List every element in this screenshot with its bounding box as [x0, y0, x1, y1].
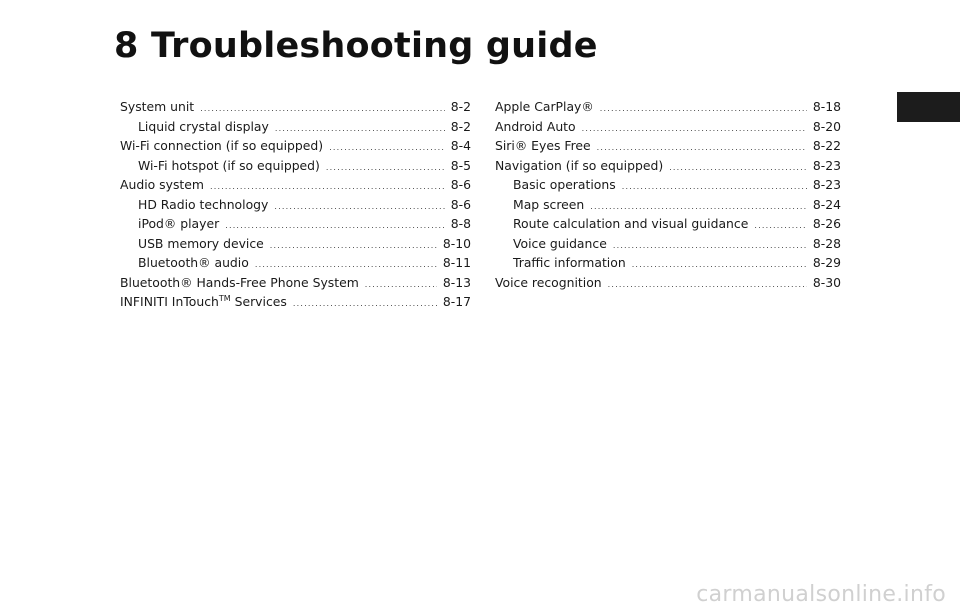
dot-leader	[329, 138, 445, 158]
toc-entry-label: Voice guidance	[513, 235, 607, 251]
toc-page-number: 8-28	[812, 235, 841, 251]
dot-leader	[582, 119, 807, 139]
toc-subentry[interactable]	[120, 253, 471, 273]
toc-subentry[interactable]	[495, 234, 841, 254]
toc-entry[interactable]	[120, 273, 471, 293]
chapter-title: 8 Troubleshooting guide	[114, 26, 598, 66]
dot-leader	[754, 216, 807, 236]
trademark-superscript: TM	[218, 293, 231, 303]
toc-page-number: 8-22	[812, 138, 841, 153]
watermark: carmanualsonline.info	[696, 582, 946, 607]
toc-page-number: 8-13	[442, 274, 471, 290]
toc-subentry[interactable]	[120, 234, 471, 254]
toc-column-left	[120, 97, 471, 312]
toc-page-number: 8-20	[812, 118, 841, 134]
toc-page-number: 8-4	[450, 138, 471, 153]
toc-entry-label: iPod® player	[138, 216, 220, 231]
toc-entry-label: Traffic information	[513, 255, 626, 270]
dot-leader	[365, 275, 437, 295]
toc-entry[interactable]	[495, 97, 841, 117]
toc-entry-label: Android Auto	[495, 118, 576, 134]
toc-entry[interactable]	[495, 117, 841, 137]
toc-page-number: 8-11	[442, 255, 471, 270]
toc-page-number: 8-8	[450, 216, 471, 231]
toc-entry-label: Route calculation and visual guidance	[513, 216, 749, 231]
toc-page-number: 8-18	[812, 99, 841, 114]
dot-leader	[608, 275, 807, 295]
toc-page-number: 8-23	[812, 157, 841, 173]
dot-leader	[326, 158, 445, 178]
toc-entry[interactable]	[120, 136, 471, 156]
toc-entry-label: Liquid crystal display	[138, 118, 269, 134]
toc-column-right	[495, 97, 841, 292]
toc-page-number: 8-23	[812, 177, 841, 192]
toc-page-number: 8-30	[812, 274, 841, 290]
toc-entry-label: Bluetooth® audio	[138, 255, 249, 270]
toc-subentry[interactable]	[495, 195, 841, 215]
toc-entry[interactable]	[495, 136, 841, 156]
toc-entry-label: Navigation (if so equipped)	[495, 157, 664, 173]
toc-page-number: 8-17	[442, 294, 471, 309]
toc-subentry[interactable]	[495, 253, 841, 273]
toc-entry-label: Map screen	[513, 196, 585, 212]
dot-leader	[293, 294, 437, 314]
dot-leader	[274, 197, 444, 217]
toc-subentry[interactable]	[120, 214, 471, 234]
toc-page-number: 8-2	[450, 118, 471, 134]
toc-entry[interactable]	[495, 273, 841, 293]
toc-entry[interactable]	[120, 175, 471, 195]
toc-entry[interactable]	[120, 97, 471, 117]
toc-subentry[interactable]	[495, 214, 841, 234]
toc-page-number: 8-2	[450, 99, 471, 114]
toc-entry-label: Voice recognition	[495, 274, 602, 290]
toc-entry[interactable]	[495, 156, 841, 176]
toc-page-number: 8-10	[442, 235, 471, 251]
toc-entry-label: Wi-Fi hotspot (if so equipped)	[138, 157, 320, 173]
dot-leader	[613, 236, 807, 256]
chapter-tab-marker	[897, 92, 960, 122]
toc-entry-label: INFINITI InTouch™ Services	[120, 293, 287, 309]
toc-subentry[interactable]	[120, 117, 471, 137]
toc-subentry[interactable]	[120, 195, 471, 215]
toc-entry[interactable]	[120, 292, 471, 312]
toc-entry-label: System unit	[120, 99, 195, 114]
dot-leader	[632, 255, 807, 275]
toc-page-number: 8-26	[812, 216, 841, 231]
toc-page-number: 8-29	[812, 255, 841, 270]
toc-page-number: 8-5	[450, 157, 471, 173]
dot-leader	[669, 158, 807, 178]
toc-subentry[interactable]	[120, 156, 471, 176]
dot-leader	[600, 99, 807, 119]
toc-entry-label: Audio system	[120, 177, 204, 192]
toc-page-number: 8-6	[450, 196, 471, 212]
toc-entry-label: Apple CarPlay®	[495, 99, 594, 114]
toc-subentry[interactable]	[495, 175, 841, 195]
toc-entry-label: USB memory device	[138, 235, 264, 251]
toc-entry-label: Wi-Fi connection (if so equipped)	[120, 138, 324, 153]
dot-leader	[270, 236, 437, 256]
toc-page-number: 8-24	[812, 196, 841, 212]
dot-leader	[622, 177, 807, 197]
toc-page-number: 8-6	[450, 177, 471, 192]
toc-entry-label: Basic operations	[513, 177, 616, 192]
toc-entry-label: Siri® Eyes Free	[495, 138, 591, 153]
toc-entry-label: Bluetooth® Hands-Free Phone System	[120, 274, 359, 290]
toc-entry-label: HD Radio technology	[138, 196, 269, 212]
